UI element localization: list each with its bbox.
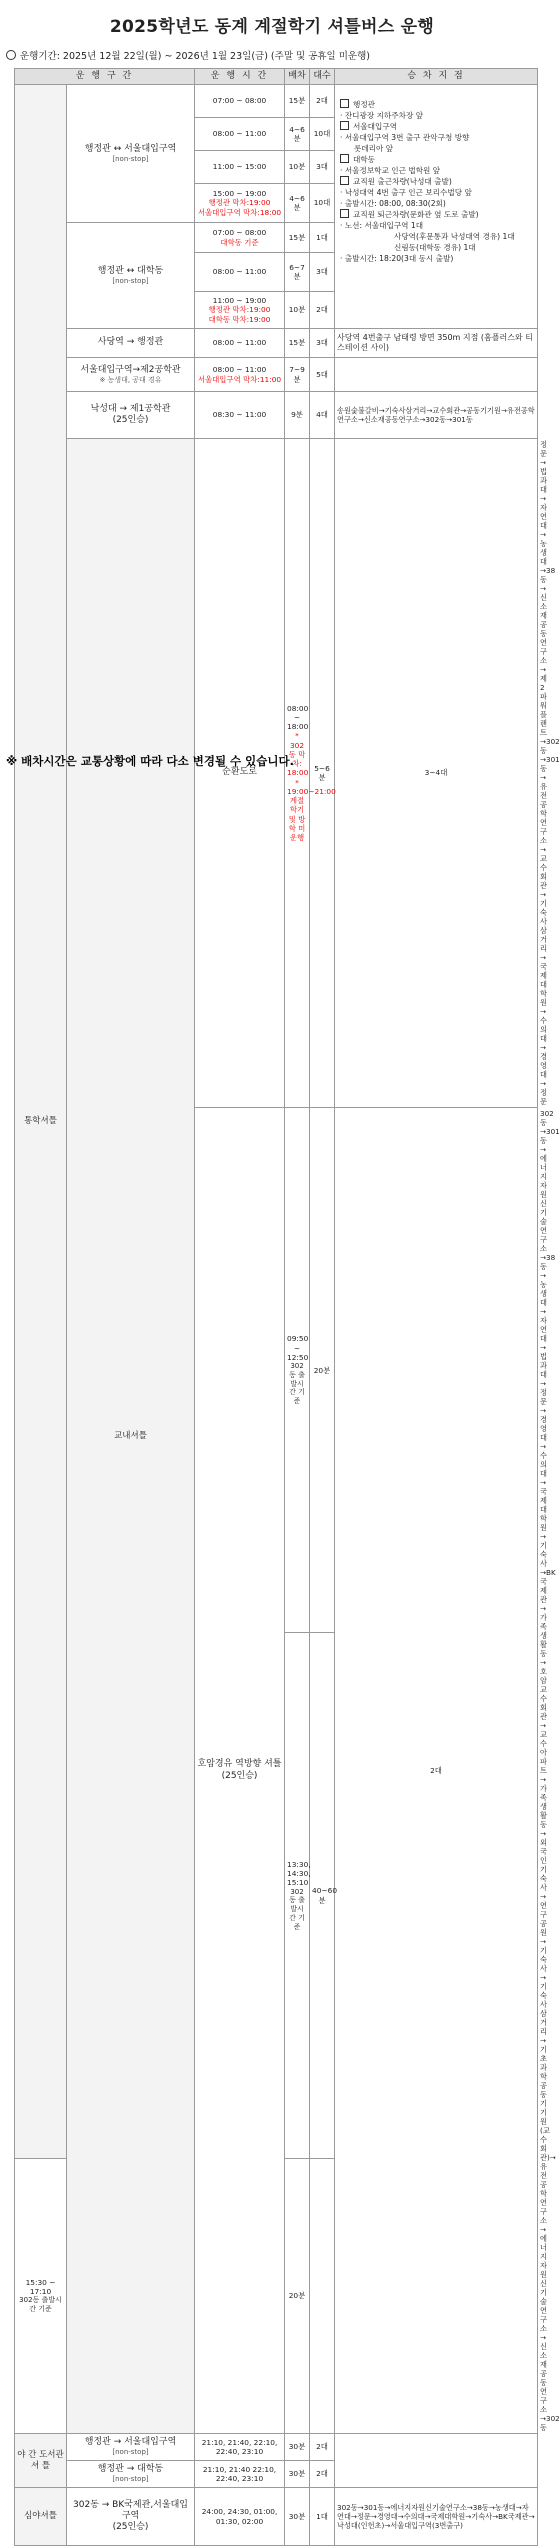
- last-bus-note: 서울대입구역 막차:11:00: [197, 374, 282, 384]
- table-row: [15, 2488, 538, 2546]
- time-text: 08:00 ~ 18:00: [287, 703, 309, 732]
- boarding-label: 행정관: [353, 100, 376, 109]
- boarding-label: 교직원 출근차량(낙성대 출발): [353, 177, 452, 186]
- interval-cell: 20분: [310, 1108, 335, 1633]
- table-row: [15, 329, 538, 358]
- time-cell: [285, 1108, 310, 1633]
- boarding-detail: · 노선: 서울대입구역 1대: [340, 221, 424, 230]
- boarding-detail: · 서울대입구역 3번 출구 관악구청 방향: [340, 133, 470, 142]
- route-name: 행정관 → 서울대입구역: [84, 2437, 177, 2447]
- route-sub: [non-stop]: [112, 2475, 149, 2484]
- table-row: [15, 2434, 538, 2461]
- time-text: 11:00 ~ 19:00: [212, 296, 267, 306]
- time-cell: 07:00 ~ 08:00: [195, 85, 285, 118]
- category-late-night: 심야셔틀: [15, 2488, 67, 2546]
- count-cell: 3대: [310, 253, 335, 292]
- boarding-detail: · 낙성대역 4번 출구 인근 보리수법당 앞: [340, 188, 472, 197]
- count-cell: 5대: [310, 358, 335, 392]
- count-cell: 2대: [335, 1108, 538, 2434]
- header-interval: 배차: [285, 69, 310, 85]
- header-count: 대수: [310, 69, 335, 85]
- time-cell: 21:10, 21:40 22:10, 22:40, 23:10: [195, 2461, 285, 2488]
- interval-cell: 30분: [285, 2488, 310, 2546]
- stops-cell: 302동→301동→에너지자원신기술연구소→38동→농생대→자연대→정문→경영대→수의대→국제대학원→기숙사→BK국제관→낙성대(인헌초)→서울대입구역(3번출구): [335, 2488, 538, 2546]
- time-cell: 24:00, 24:30, 01:00, 01:30, 02:00: [195, 2488, 285, 2546]
- time-text: 15:30 ~ 17:10: [25, 2277, 56, 2297]
- interval-cell: 15분: [285, 329, 310, 358]
- count-cell: 3~4대: [335, 439, 538, 1108]
- count-cell: 2대: [310, 2461, 335, 2488]
- time-text: 08:00 ~ 11:00: [212, 365, 267, 375]
- time-cell: [15, 2158, 67, 2433]
- interval-cell: 15분: [285, 223, 310, 253]
- route-name: 호암경유 역방향 셔틀: [197, 1759, 282, 1770]
- count-cell: 10대: [310, 118, 335, 151]
- interval-cell: 30분: [285, 2461, 310, 2488]
- boarding-detail: 롯데리아 앞: [354, 144, 394, 153]
- route-sadang-admin: 사당역 → 행정관: [67, 329, 195, 358]
- last-bus-note: 대학동 막차:19:00: [208, 314, 271, 324]
- table-row: [15, 85, 538, 118]
- interval-cell: 15분: [285, 85, 310, 118]
- checkbox-icon: [340, 209, 349, 218]
- time-cell: [285, 1633, 310, 2158]
- time-note: * 19:00~21:00: [287, 777, 336, 796]
- count-cell: 3대: [310, 151, 335, 184]
- time-cell: [195, 223, 285, 253]
- route-snu-station-eng2: [67, 358, 195, 392]
- time-cell: [195, 184, 285, 223]
- count-cell: 2대: [310, 2434, 335, 2461]
- interval-cell: 7~9분: [285, 358, 310, 392]
- checkbox-icon: [340, 154, 349, 163]
- time-text: 15:00 ~ 19:00: [212, 189, 267, 199]
- interval-cell: 10분: [285, 292, 310, 329]
- header-section: 운 행 구 간: [15, 69, 195, 85]
- stops-cell-empty: [335, 358, 538, 392]
- route-302-bk: [67, 2488, 195, 2546]
- count-cell: 4대: [310, 392, 335, 439]
- route-sub: [non-stop]: [112, 2448, 149, 2457]
- category-night-library: 야 간 도서관 셔 틀: [15, 2434, 67, 2488]
- operation-period: [6, 48, 370, 62]
- time-text: 13:30, 14:30, 15:10: [287, 1859, 311, 1888]
- time-text: 09:50 ~ 12:50: [287, 1334, 309, 1362]
- footer-notice: ※ 배차시간은 교통상황에 따라 다소 변경될 수 있습니다.: [6, 754, 294, 768]
- last-bus-note: 서울대입구역 막차:18:00: [197, 207, 282, 217]
- time-cell: 11:00 ~ 15:00: [195, 151, 285, 184]
- category-campus: 교내셔틀: [67, 439, 195, 2434]
- checkbox-icon: [340, 121, 349, 130]
- header-stops: 승 차 지 점: [335, 69, 538, 85]
- last-bus-note: 행정관 막차:19:00: [208, 305, 271, 315]
- boarding-detail: · 서울정보학교 인근 법학원 앞: [340, 166, 441, 175]
- boarding-detail: 사당역(후문통과 낙성대역 경유) 1대: [394, 232, 515, 241]
- count-cell: 3대: [310, 329, 335, 358]
- count-cell: 10대: [310, 184, 335, 223]
- boarding-points: [335, 85, 538, 329]
- checkbox-icon: [340, 176, 349, 185]
- route-name: 행정관 ↔ 대학동: [97, 265, 164, 276]
- interval-cell: 6~7분: [285, 253, 310, 292]
- count-cell: 1대: [310, 223, 335, 253]
- time-cell: [195, 292, 285, 329]
- page-title: 2025학년도 동계 계절학기 셔틀버스 운행: [109, 17, 435, 37]
- time-cell: 08:30 ~ 11:00: [195, 392, 285, 439]
- boarding-detail: · 출발시간: 18:20(3대 동시 출발): [340, 254, 454, 263]
- interval-cell: 20분: [285, 2158, 310, 2433]
- route-name: 302동 → BK국제관,서울대입구역: [73, 2499, 188, 2521]
- time-cell: 21:10, 21:40, 22:10, 22:40, 23:10: [195, 2434, 285, 2461]
- stops-cell: 사당역 4번출구 남태령 방면 350m 지점 (홈플러스와 티스테이션 사이): [335, 329, 538, 358]
- route-sub: (25인승): [112, 415, 149, 425]
- route-name: 낙성대 → 제1공학관: [90, 403, 171, 414]
- checkbox-icon: [340, 99, 349, 108]
- interval-cell: 30분: [285, 2434, 310, 2461]
- boarding-label: 서울대입구역: [353, 122, 398, 131]
- route-nakseongdae-eng1: [67, 392, 195, 439]
- time-cell: [195, 358, 285, 392]
- header-time: 운 행 시 간: [195, 69, 285, 85]
- last-bus-note: * 302동 막차: 18:00: [287, 731, 309, 778]
- circle-bullet-icon: [6, 50, 16, 60]
- route-name: 행정관 → 대학동: [97, 2464, 164, 2474]
- stops-cell: 송원숯불갈비→기숙사삼거리→교수회관→공동기기원→유전공학연구소→신소재공동연구소→302동→301동: [335, 392, 538, 439]
- route-admin-snu-station: [67, 85, 195, 223]
- route-sub: ※ 농생대, 공대 경유: [99, 375, 162, 384]
- table-row: 호암경유 역방향 셔틀 (25인승) 09:50 ~ 12:50 302동 출발시간 기준 20분 2대 302동→301동→에너지자원신기술연구소→38동→농생대→자연대→법과대→정문→경영대→수의대→국제대학원→기숙사→BK국제관→가족생활동→호암교수회관→교수아파트→가족생활동→외국인기숙사→연구공원→기숙사→기숙사삼거리→기초과학공동기기원(교수회관)→유전공학연구소→에너지자원신기술연구소→신소재공동연구소→302동: [15, 1108, 538, 1633]
- route-admin-daehakdong: [67, 223, 195, 329]
- table-header-row: [15, 69, 538, 85]
- count-cell: 2대: [310, 292, 335, 329]
- route-name: 서울대입구역→제2공학관: [80, 364, 181, 375]
- route-sub: (25인승): [221, 1770, 258, 1781]
- route-night-daehakdong: [67, 2461, 195, 2488]
- interval-cell: 9분: [285, 392, 310, 439]
- route-name: 행정관 ↔ 서울대입구역: [84, 143, 177, 154]
- interval-cell: 40~60분: [310, 1633, 335, 2158]
- interval-cell: 10분: [285, 151, 310, 184]
- time-cell: 08:00 ~ 11:00: [195, 253, 285, 292]
- count-cell: 2대: [310, 85, 335, 118]
- category-commute: 통학셔틀: [15, 85, 67, 2159]
- boarding-detail: · 잔디광장 지하주차장 앞: [340, 111, 424, 120]
- time-note: 302동 출발시간 기준: [19, 2296, 62, 2314]
- table-row: [15, 392, 538, 439]
- count-cell: 1대: [310, 2488, 335, 2546]
- interval-cell: 4~6분: [285, 184, 310, 223]
- interval-cell: 5~6분: [310, 439, 335, 1108]
- table-row: 교내셔틀 순환도로 08:00 ~ 18:00 * 302동 막차: 18:00 * 19:00~21:00 계절학기 및 방학 미운행 5~6분 3~4대 정문→법과대→자연대→농생대→38동→신소재공동연구소→제2파워플랜트→302동→301동→유전공학연구소→교수회관→기숙사삼거리→국제대학원→수의대→경영대→정문: [15, 439, 538, 1108]
- time-cell: 08:00 ~ 11:00: [195, 329, 285, 358]
- time-text: 07:00 ~ 08:00: [212, 228, 267, 238]
- operation-period-text: 운행기간: 2025년 12월 22일(월) ~ 2026년 1월 23일(금) (주말 및 공휴일 미운행): [20, 51, 370, 62]
- table-row: [15, 358, 538, 392]
- route-sub: [non-stop]: [112, 276, 149, 285]
- route-circular: 순환도로: [195, 439, 285, 1108]
- boarding-label: 대학동: [353, 155, 376, 164]
- time-note: 계절학기 및 방학 미운행: [288, 796, 306, 843]
- time-cell: 08:00 ~ 11:00: [195, 118, 285, 151]
- route-night-snu-station: [67, 2434, 195, 2461]
- boarding-label: 교직원 퇴근차량(문화관 옆 도로 출발): [353, 210, 479, 219]
- last-bus-note: 행정관 막차:19:00: [208, 198, 271, 208]
- interval-cell: 4~6분: [285, 118, 310, 151]
- time-note: 302동 출발시간 기준: [289, 1887, 305, 1931]
- time-note: 302동 출발시간 기준: [289, 1362, 305, 1406]
- route-sub: [non-stop]: [112, 154, 149, 163]
- time-note: 대학동 기준: [220, 237, 259, 247]
- schedule-table: [14, 68, 560, 2546]
- boarding-detail: · 출발시간: 08:00, 08:30(2회): [340, 199, 446, 208]
- route-sub: (25인승): [112, 2522, 149, 2533]
- route-hoam-reverse: [195, 1108, 285, 2434]
- boarding-detail: 신림동(대학동 경유) 1대: [394, 243, 476, 252]
- stops-cell-empty: [335, 2434, 538, 2488]
